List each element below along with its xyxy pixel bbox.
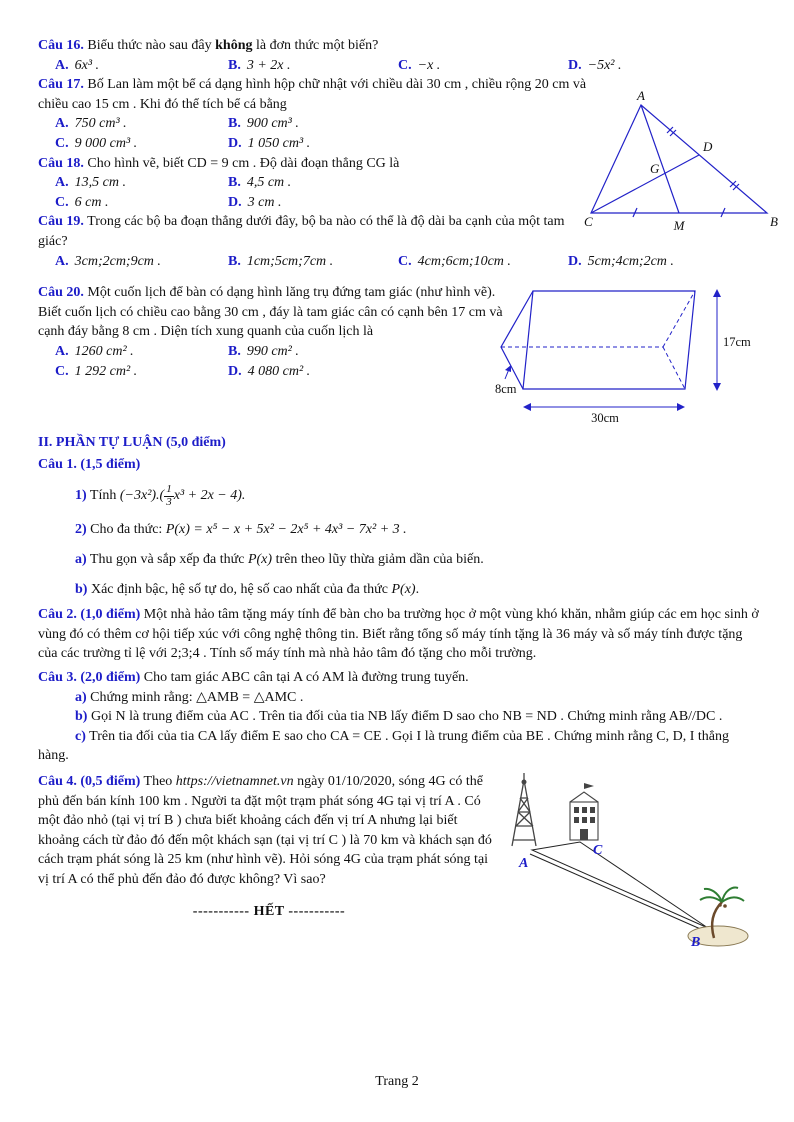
q19-option-b-value: 1cm;5cm;7cm . bbox=[246, 253, 334, 269]
prism-hidden-edges bbox=[501, 291, 695, 389]
q19-label: Câu 19. bbox=[38, 214, 84, 230]
q17-option-b-value: 900 cm³ . bbox=[246, 116, 299, 132]
q20-label: Câu 20. bbox=[38, 285, 84, 301]
essay1-item-2-math: P(x) = x⁵ − x + 5x² − 2x⁵ + 4x³ − 7x² + 3 . bbox=[165, 522, 407, 538]
q20-option-d-value: 4 080 cm² . bbox=[247, 363, 311, 379]
essay3-item-c-text: Trên tia đối của tia CA lấy điểm E sao cho CA = CE . Gọi I là trung điểm của BE . Chứng minh rằng C, D, I thẳng hàng. bbox=[38, 728, 729, 764]
question-17 bbox=[38, 75, 594, 114]
q19-option-a bbox=[38, 252, 228, 272]
q16-option-d-value: −5x² . bbox=[587, 57, 622, 73]
q19-option-b bbox=[228, 252, 398, 272]
q20-option-a bbox=[38, 342, 228, 362]
q18-option-a-label: A. bbox=[55, 175, 69, 191]
question-18 bbox=[38, 154, 594, 174]
essay1-item-b-label: b) bbox=[75, 581, 88, 597]
q19-option-d-label: D. bbox=[568, 253, 582, 269]
essay2-text: Một nhà hảo tâm tặng máy tính để bàn cho ba trường học ở một vùng khó khăn, nhằm giúp các em học sinh ở vùng đó có thêm cơ hội tiếp xúc với công nghệ thông tin. Biết rằng tổng số máy tính tặng là 36 máy và số máy tính được tặng của các trường tỉ lệ với 2;3;4 . Tính số máy tính mà nhà hảo tâm đó tặng cho mỗi trường. bbox=[38, 607, 759, 662]
q18-options-row1 bbox=[38, 173, 594, 193]
q20-options-row1 bbox=[38, 342, 513, 362]
point-label-b: B bbox=[770, 214, 778, 230]
q16-option-d-label: D. bbox=[568, 57, 582, 73]
point-label-c: C bbox=[584, 214, 593, 230]
scene-label-c: C bbox=[593, 842, 603, 858]
essay1-item-a bbox=[38, 550, 760, 570]
question-20 bbox=[38, 283, 513, 342]
q17-option-a-value: 750 cm³ . bbox=[74, 116, 127, 132]
q16-option-c bbox=[398, 56, 568, 76]
essay1-item-b bbox=[38, 580, 760, 600]
q17-option-c-label: C. bbox=[55, 135, 69, 151]
q20-option-b-label: B. bbox=[228, 343, 241, 359]
essay1-item-b-pre: Xác định bậc, hệ số tự do, hệ số cao nhất của đa thức bbox=[87, 581, 392, 597]
point-label-m: M bbox=[673, 218, 685, 234]
q16-option-d bbox=[568, 56, 760, 76]
essay3-item-b-text: Gọi N là trung điểm của AC . Trên tia đối của tia NB lấy điểm D sao cho NB = ND . Chứng minh rằng AB//DC . bbox=[87, 709, 723, 725]
q18-option-d bbox=[228, 193, 594, 213]
q17-option-a bbox=[38, 114, 228, 134]
q17-label: Câu 17. bbox=[38, 77, 84, 93]
q20-option-c-label: C. bbox=[55, 363, 69, 379]
q18-option-a bbox=[38, 173, 228, 193]
essay1-item-1-label: 1) bbox=[75, 488, 87, 504]
q19-option-c bbox=[398, 252, 568, 272]
dim-label-8cm: 8cm bbox=[495, 382, 517, 397]
end-marker: ----------- HẾT ----------- bbox=[192, 903, 346, 919]
q16-option-a-value: 6x³ . bbox=[74, 57, 100, 73]
essay1-item-a-pre: Thu gọn và sắp xếp đa thức bbox=[86, 552, 248, 567]
essay1-item-b-math: P(x) bbox=[391, 581, 416, 597]
q16-options bbox=[38, 56, 760, 76]
q17-options-row2 bbox=[38, 134, 594, 154]
prism-figure-q20 bbox=[495, 285, 760, 427]
essay1-item-1-math-close: x³ + 2x − 4). bbox=[173, 488, 246, 504]
q17-options-row1 bbox=[38, 114, 594, 134]
q18-option-d-value: 3 cm . bbox=[247, 194, 282, 210]
q18-option-c-label: C. bbox=[55, 194, 69, 210]
essay3-item-a-label: a) bbox=[75, 689, 87, 705]
q18-option-b-value: 4,5 cm . bbox=[246, 175, 292, 191]
essay3 bbox=[38, 668, 760, 688]
q19-option-c-value: 4cm;6cm;10cm . bbox=[417, 253, 511, 269]
q19-text: Trong các bộ ba đoạn thẳng dưới đây, bộ ba nào có thể là độ dài ba cạnh của một tam giác? bbox=[38, 214, 565, 249]
triangle-figure-q18 bbox=[583, 89, 783, 239]
essay4-url: https://vietnamnet.vn bbox=[175, 773, 294, 789]
essay4-text-post: ngày 01/10/2020, sóng 4G có thể phủ đến bán kính 100 km . Người ta đặt một trạm phát sóng 4G tại vị trí A . Có một đảo nhỏ (tại vị trí B ) chưa biết khoảng cách đến vị trí A nhưng lại biết khoảng cách từ đảo đó đến một khách sạn (tại vị trí C ) là 70 km và khách sạn đó cách trạm phát sóng là 25 km (như hình vẽ). Hỏi sóng 4G của trạm phát sóng tại vị trí A có thể phủ đến đảo đó được không? Vì sao? bbox=[38, 773, 492, 887]
q17-option-b-label: B. bbox=[228, 116, 241, 132]
q16-option-b-label: B. bbox=[228, 57, 241, 73]
essay1-item-2-plain: Cho đa thức: bbox=[86, 522, 166, 538]
q18-text: Cho hình vẽ, biết CD = 9 cm . Độ dài đoạn thẳng CG là bbox=[83, 155, 400, 171]
fraction-denominator: 3 bbox=[166, 495, 172, 508]
essay3-item-c bbox=[38, 727, 760, 766]
essay1-heading: Câu 1. (1,5 điểm) bbox=[38, 456, 141, 472]
q18-option-c-value: 6 cm . bbox=[74, 194, 109, 210]
point-label-g: G bbox=[650, 161, 660, 177]
page-number: Trang 2 bbox=[375, 1074, 419, 1090]
essay1-item-2-label: 2) bbox=[75, 522, 87, 538]
palm-fronds bbox=[700, 888, 744, 902]
q18-option-c bbox=[38, 193, 228, 213]
q17-option-c-value: 9 000 cm³ . bbox=[74, 135, 138, 151]
q20-option-c bbox=[38, 362, 228, 382]
essay1-item-1-math-open: (−3x²).( bbox=[119, 488, 165, 504]
essay3-label: Câu 3. (2,0 điểm) bbox=[38, 669, 141, 685]
section2-heading: II. PHẦN TỰ LUẬN (5,0 điểm) bbox=[38, 435, 226, 451]
q20-option-a-label: A. bbox=[55, 343, 69, 359]
essay3-item-b-label: b) bbox=[75, 709, 88, 725]
essay1-item-2 bbox=[38, 520, 760, 540]
triangle-outline bbox=[591, 105, 767, 213]
fraction-one-third bbox=[164, 484, 174, 508]
essay3-item-c-label: c) bbox=[75, 728, 86, 744]
q17-text: Bố Lan làm một bể cá dạng hình hộp chữ nhật với chiều dài 30 cm , chiều rộng 20 cm và chiều cao 15 cm . Khi đó thể tích bể cá bằng bbox=[38, 77, 587, 112]
q18-option-d-label: D. bbox=[228, 194, 242, 210]
point-label-a: A bbox=[637, 89, 645, 104]
distance-line-extra bbox=[530, 854, 705, 931]
block-q20 bbox=[38, 283, 760, 431]
essay1-item-1-plain: Tính bbox=[86, 488, 120, 504]
q20-option-d bbox=[228, 362, 513, 382]
q19-option-d-value: 5cm;4cm;2cm . bbox=[587, 253, 674, 269]
essay4-label: Câu 4. (0,5 điểm) bbox=[38, 773, 141, 789]
dim-label-30cm: 30cm bbox=[591, 411, 619, 426]
essay2-label: Câu 2. (1,0 điểm) bbox=[38, 607, 141, 623]
essay3-item-a bbox=[38, 688, 760, 708]
q19-option-a-value: 3cm;2cm;9cm . bbox=[74, 253, 161, 269]
q16-text-bold: không bbox=[215, 38, 253, 53]
q20-option-a-value: 1260 cm² . bbox=[74, 343, 134, 359]
q19-option-b-label: B. bbox=[228, 253, 241, 269]
question-16 bbox=[38, 36, 760, 56]
q16-option-c-value: −x . bbox=[417, 57, 441, 73]
prism-front-face bbox=[523, 291, 695, 389]
q16-text-post: là đơn thức một biến? bbox=[252, 38, 379, 53]
q17-option-b bbox=[228, 114, 594, 134]
point-label-d: D bbox=[703, 139, 713, 155]
q18-option-b bbox=[228, 173, 594, 193]
q17-option-d-label: D. bbox=[228, 135, 242, 151]
q17-option-d-value: 1 050 cm³ . bbox=[247, 135, 311, 151]
essay1-item-a-post: trên theo lũy thừa giảm dần của biến. bbox=[272, 552, 484, 567]
essay2 bbox=[38, 605, 760, 664]
essay3-item-b bbox=[38, 707, 760, 727]
q16-option-a-label: A. bbox=[55, 57, 69, 73]
q16-option-b-value: 3 + 2x . bbox=[246, 57, 291, 73]
q18-label: Câu 18. bbox=[38, 155, 84, 171]
q19-option-a-label: A. bbox=[55, 253, 69, 269]
q16-option-b bbox=[228, 56, 398, 76]
q20-options-row2 bbox=[38, 362, 513, 382]
essay1-item-a-math: P(x) bbox=[247, 552, 273, 567]
q18-option-a-value: 13,5 cm . bbox=[74, 175, 126, 191]
block-essay4 bbox=[38, 772, 760, 964]
essay4 bbox=[38, 772, 500, 890]
distance-triangle-lines bbox=[532, 842, 708, 928]
q19-option-c-label: C. bbox=[398, 253, 412, 269]
q20-option-b bbox=[228, 342, 513, 362]
essay3-text: Cho tam giác ABC cân tại A có AM là đường trung tuyến. bbox=[140, 669, 469, 685]
question-19 bbox=[38, 212, 594, 251]
scene-figure-q4 bbox=[496, 772, 781, 957]
q17-option-a-label: A. bbox=[55, 116, 69, 132]
q16-label: Câu 16. bbox=[38, 38, 84, 53]
q20-option-c-value: 1 292 cm² . bbox=[74, 363, 138, 379]
radio-tower-icon bbox=[512, 773, 536, 846]
q17-option-c bbox=[38, 134, 228, 154]
median-cd bbox=[591, 155, 699, 213]
q20-option-d-label: D. bbox=[228, 363, 242, 379]
q18-option-b-label: B. bbox=[228, 175, 241, 191]
scene-label-b: B bbox=[691, 934, 701, 950]
q16-option-c-label: C. bbox=[398, 57, 412, 73]
q16-option-a bbox=[38, 56, 228, 76]
q17-option-d bbox=[228, 134, 594, 154]
q20-option-b-value: 990 cm² . bbox=[246, 343, 299, 359]
essay1-item-1 bbox=[38, 484, 760, 508]
essay4-text-pre: Theo bbox=[140, 773, 176, 789]
essay1-item-a-label: a) bbox=[75, 552, 87, 567]
fraction-numerator: 1 bbox=[166, 483, 172, 496]
q19-options bbox=[38, 252, 760, 272]
scene-label-a: A bbox=[519, 855, 529, 871]
q16-text-pre: Biểu thức nào sau đây bbox=[83, 38, 216, 53]
essay1-item-b-post: . bbox=[415, 581, 420, 597]
dim-label-17cm: 17cm bbox=[723, 335, 751, 350]
q20-text: Một cuốn lịch để bàn có dạng hình lăng trụ đứng tam giác (như hình vẽ). Biết cuốn lịch có chiều cao bằng 30 cm , đáy là tam giác cân có cạnh bên 17 cm và cạnh đáy bằng 8 cm . Diện tích xung quanh của cuốn lịch là bbox=[38, 285, 503, 340]
q18-options-row2 bbox=[38, 193, 594, 213]
hotel-icon bbox=[570, 783, 598, 840]
essay3-item-a-text: Chứng minh rằng: △AMB = △AMC . bbox=[86, 689, 304, 705]
block-q17-q19 bbox=[38, 75, 778, 251]
q19-option-d bbox=[568, 252, 760, 272]
